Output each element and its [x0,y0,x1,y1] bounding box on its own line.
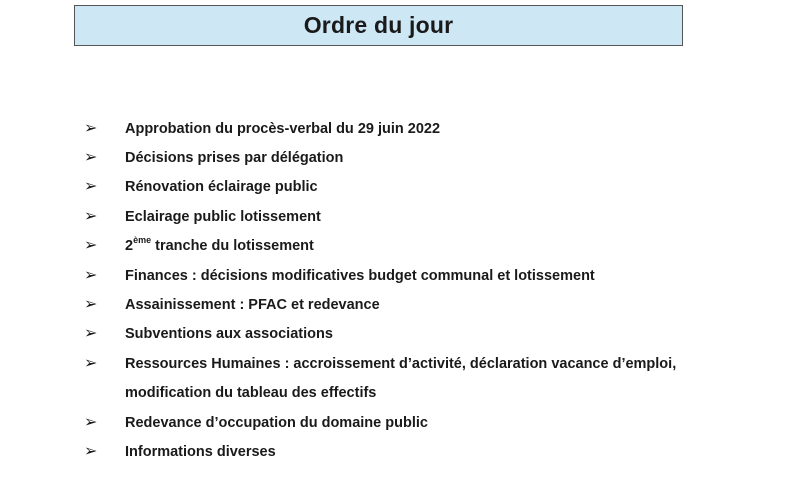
page-title: Ordre du jour [303,12,454,38]
agenda-item-text: Assainissement : PFAC et redevance [125,297,380,313]
agenda-item-text: Eclairage public lotissement [125,209,321,225]
arrow-bullet-icon: ➢ [84,325,98,342]
agenda-item-text: Informations diverses [125,444,276,460]
agenda-item-text: Redevance d’occupation du domaine public [125,415,428,431]
agenda-item-text-continuation: modification du tableau des effectifs [125,385,377,401]
arrow-bullet-icon: ➢ [84,296,98,313]
agenda-item-text: Ressources Humaines : accroissement d’activité, déclaration vacance d’emploi, [125,356,677,372]
arrow-bullet-icon: ➢ [84,149,98,166]
title-banner [74,5,683,46]
agenda-item-text: Approbation du procès-verbal du 29 juin 2022 [125,121,441,137]
agenda-item-text: Subventions aux associations [125,326,333,342]
arrow-bullet-icon: ➢ [84,237,98,254]
arrow-bullet-icon: ➢ [84,120,98,137]
arrow-bullet-icon: ➢ [84,178,98,195]
agenda-item-text [125,235,314,254]
agenda-item-text: Décisions prises par délégation [125,150,344,166]
arrow-bullet-icon: ➢ [84,414,98,431]
ordinal-number: 2 [125,238,134,254]
agenda-item-rest: tranche du lotissement [151,238,314,254]
agenda-item-text: Rénovation éclairage public [125,179,318,195]
arrow-bullet-icon: ➢ [84,443,98,460]
arrow-bullet-icon: ➢ [84,267,98,284]
arrow-bullet-icon: ➢ [84,208,98,225]
agenda-item-text: Finances : décisions modificatives budget communal et lotissement [125,268,595,284]
arrow-bullet-icon: ➢ [84,355,98,372]
ordinal-suffix: ème [133,235,152,246]
